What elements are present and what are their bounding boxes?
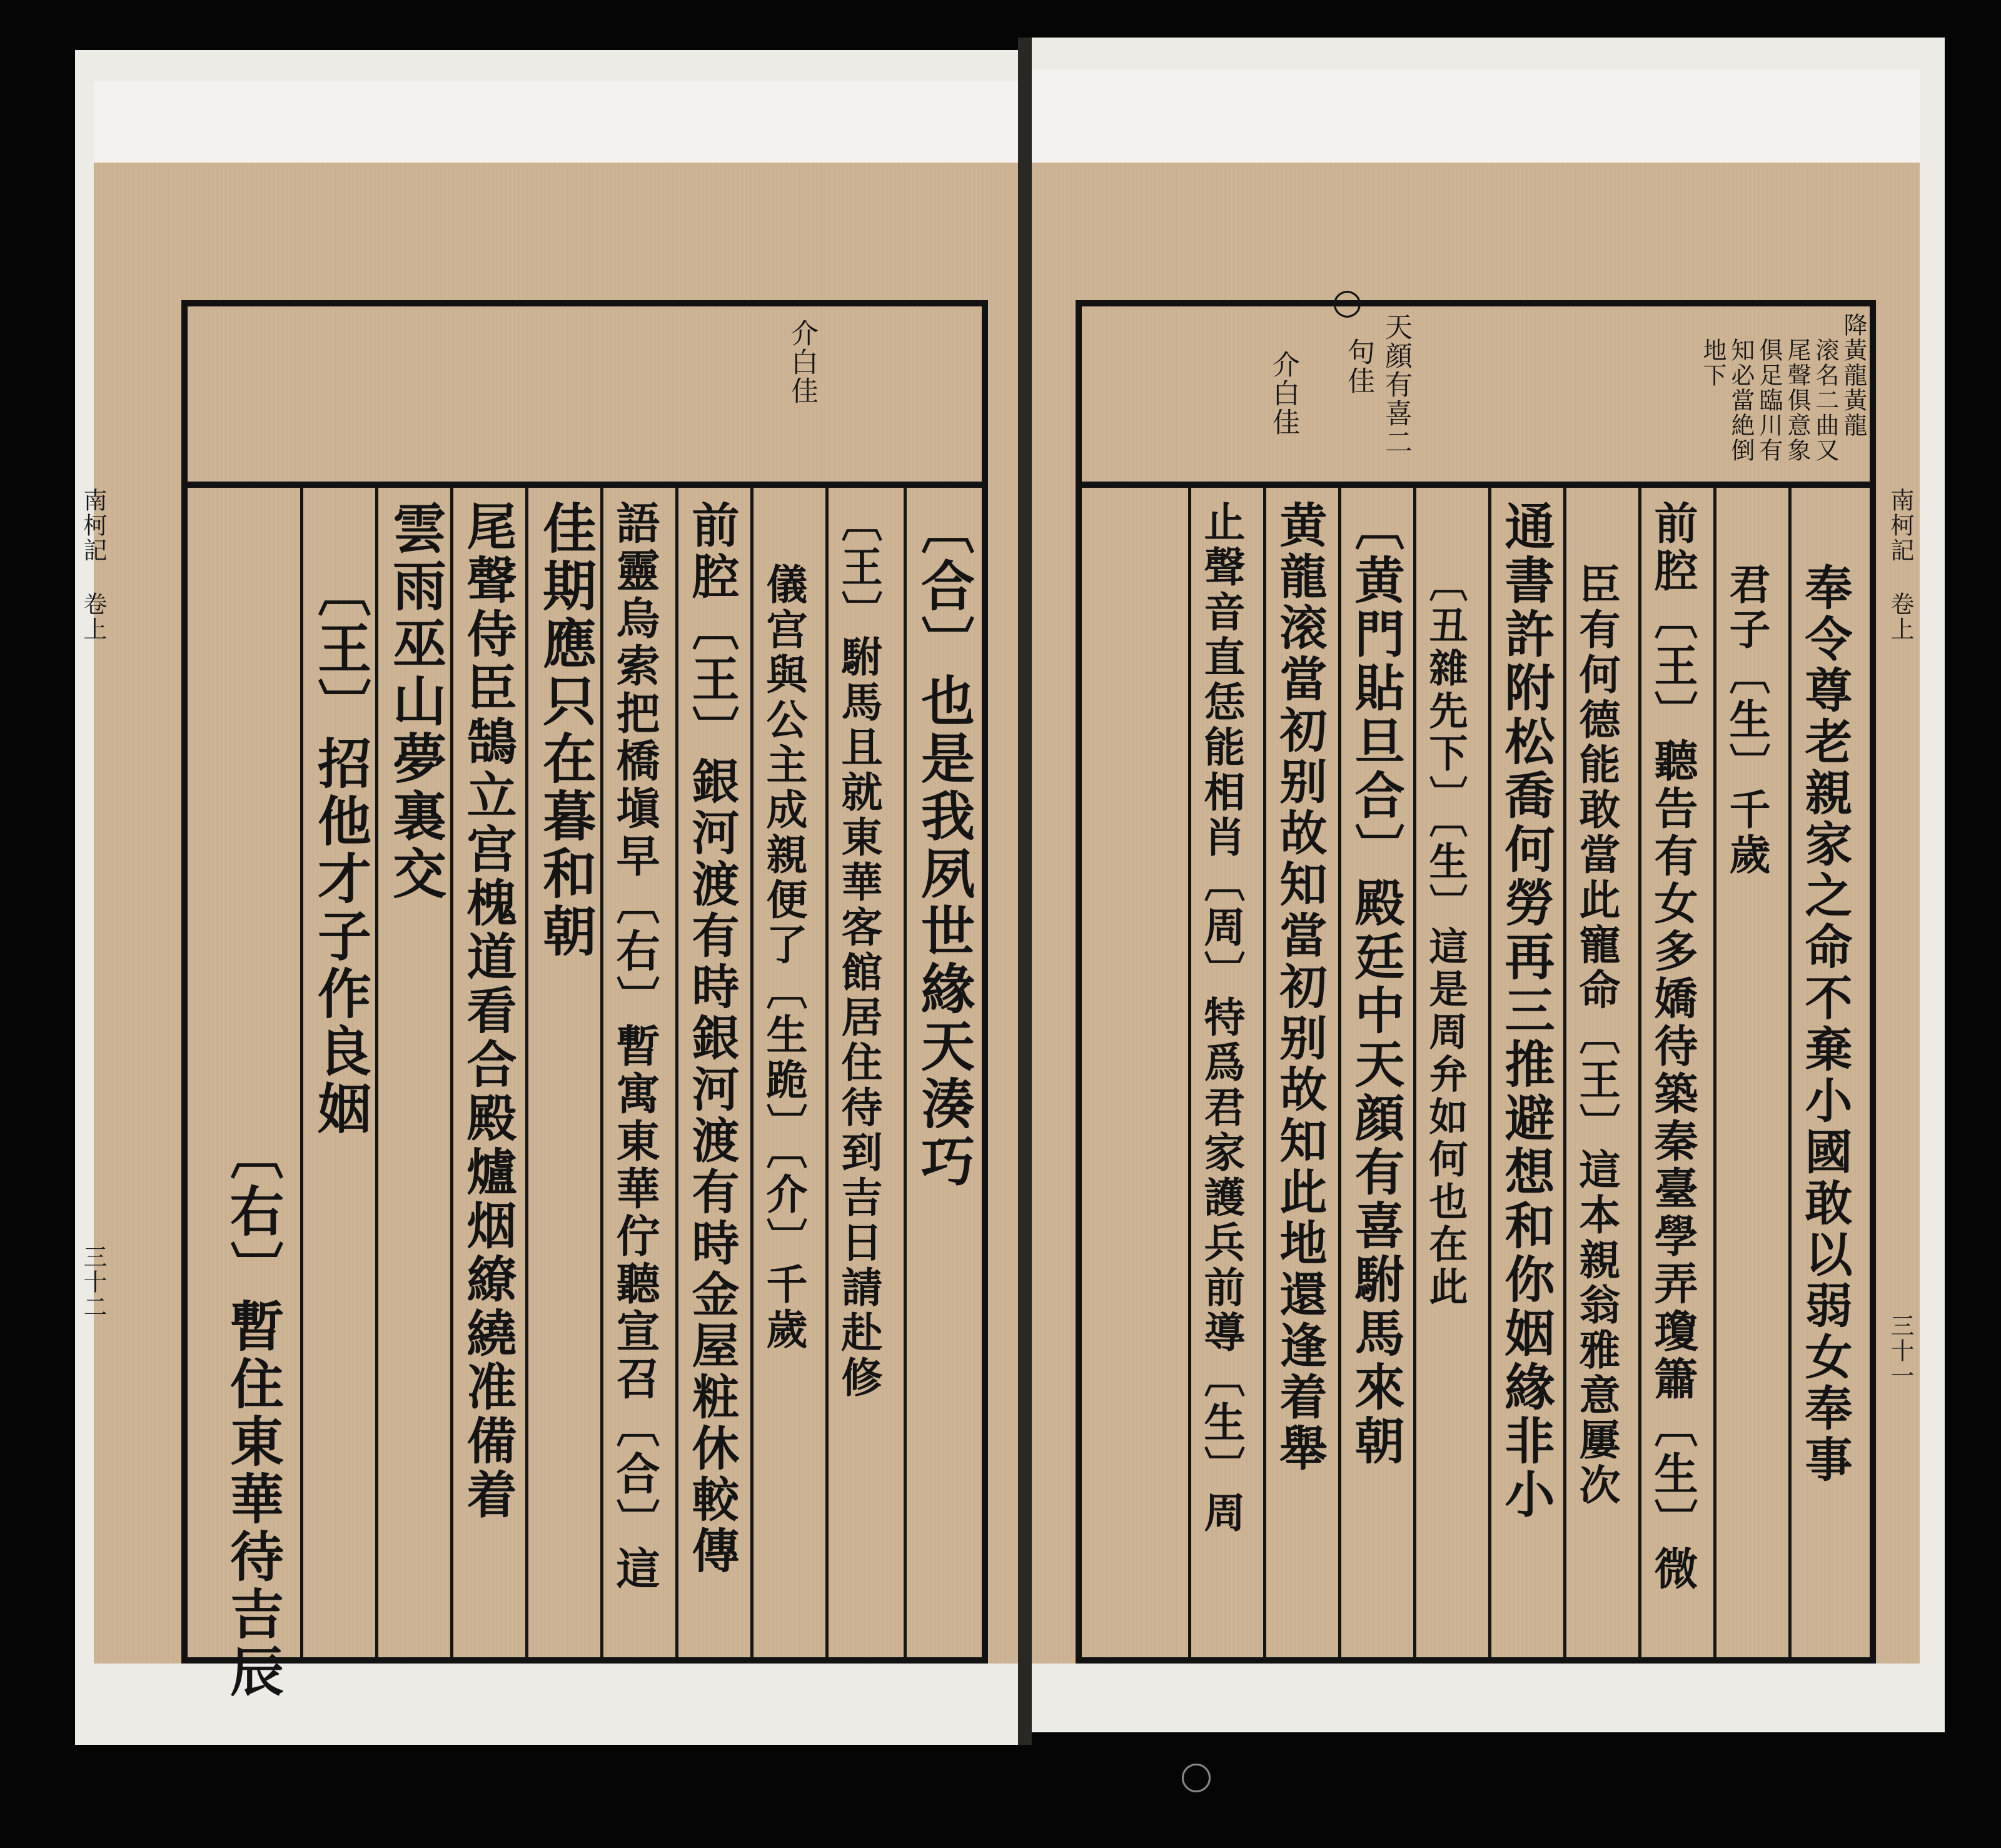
right-head-note-3: 尾聲俱意象 (1783, 338, 1811, 463)
right-column-1: 奉令尊老親家之命不棄小國敢以弱女奉事 (1797, 563, 1853, 1486)
left-column-4: 前腔〔王〕銀河渡有時銀河渡有時金屋粧休較傳 (684, 500, 740, 1577)
left-column-2: 〔王〕駙馬且就東華客館居住待到吉日請赴修 (834, 500, 883, 1401)
head-circle-mark: ○ (1332, 281, 1363, 322)
left-column-3: 儀宫與公主成親便了〔生跪〕〔介〕千歲 (759, 563, 808, 1353)
right-margin-volume: 卷上 (1887, 592, 1914, 642)
right-column-9: 止聲音直恁能相肖〔周〕特爲君家護兵前導〔生〕周 (1197, 500, 1246, 1536)
right-margin-page: 三十一 (1887, 1313, 1914, 1388)
left-column-1: 〔合〕也是我夙世緣天湊巧 (912, 500, 975, 1191)
right-head-note-4: 俱足臨川有 (1755, 338, 1783, 463)
left-margin-page: 三十二 (79, 1245, 107, 1320)
left-column-9: 〔王〕招他才子作良姻 (308, 563, 371, 1138)
left-upper-box (181, 300, 988, 488)
left-margin-title-text: 南柯記 (79, 488, 107, 563)
right-column-3: 前腔〔王〕聽告有女多嬌待築秦臺學弄瓊簫〔生〕微 (1647, 500, 1699, 1593)
left-column-5: 語靈烏索把橋塡早〔右〕暫寓東華佇聽宣召〔合〕這 (609, 500, 661, 1593)
right-head-comment-3: 介白佳 (1268, 350, 1299, 437)
book-gutter (1018, 38, 1032, 1745)
left-page-top-margin (94, 81, 1018, 163)
left-column-7: 尾聲侍臣鵠立宫槐道看合殿爐烟繚繞准備着 (458, 500, 517, 1522)
right-page-top-margin (1032, 69, 1920, 163)
right-margin-title-text: 南柯記 (1887, 488, 1914, 563)
right-head-note-1: 降黃龍黃龍 (1840, 313, 1867, 438)
right-head-comment: 天顔有喜二 (1380, 313, 1412, 457)
right-column-6: 〔丑雜先下〕〔生〕這是周弁如何也在此 (1423, 563, 1468, 1309)
right-column-2: 君子〔生〕千歲 (1722, 563, 1771, 878)
left-column-8: 雲雨巫山夢裏交 (383, 500, 446, 903)
open-book (75, 38, 1945, 1745)
right-head-note-6: 地下 (1699, 338, 1726, 388)
left-page (79, 163, 1018, 1701)
right-head-note-5: 知必當絶倒 (1727, 338, 1755, 463)
left-head-comment: 介白佳 (786, 319, 818, 405)
left-margin-title (81, 488, 105, 642)
right-head-comment-2: 句佳 (1343, 338, 1374, 395)
left-column-10: 〔右〕暫住東華待吉辰 (221, 1126, 284, 1701)
right-page (1032, 163, 1920, 1664)
right-column-7: 〔黄門貼旦合〕殿廷中天顔有喜駙馬來朝 (1346, 500, 1405, 1468)
library-stamp (1182, 1764, 1211, 1792)
right-column-4: 臣有何德能敢當此寵命〔王〕這本親翁雅意屢次 (1572, 563, 1621, 1508)
right-margin-title (1888, 488, 1912, 642)
left-margin-volume: 卷上 (79, 592, 107, 642)
right-head-note-2: 滚名二曲又 (1812, 338, 1839, 463)
left-column-6: 佳期應只在暮和朝 (533, 500, 597, 961)
right-column-5: 通書許附松喬何勞再三推避想和你姻緣非小 (1496, 500, 1555, 1522)
right-column-8: 黄龍滚當初别故知當初别故知此地還逢着舉 (1272, 500, 1328, 1475)
